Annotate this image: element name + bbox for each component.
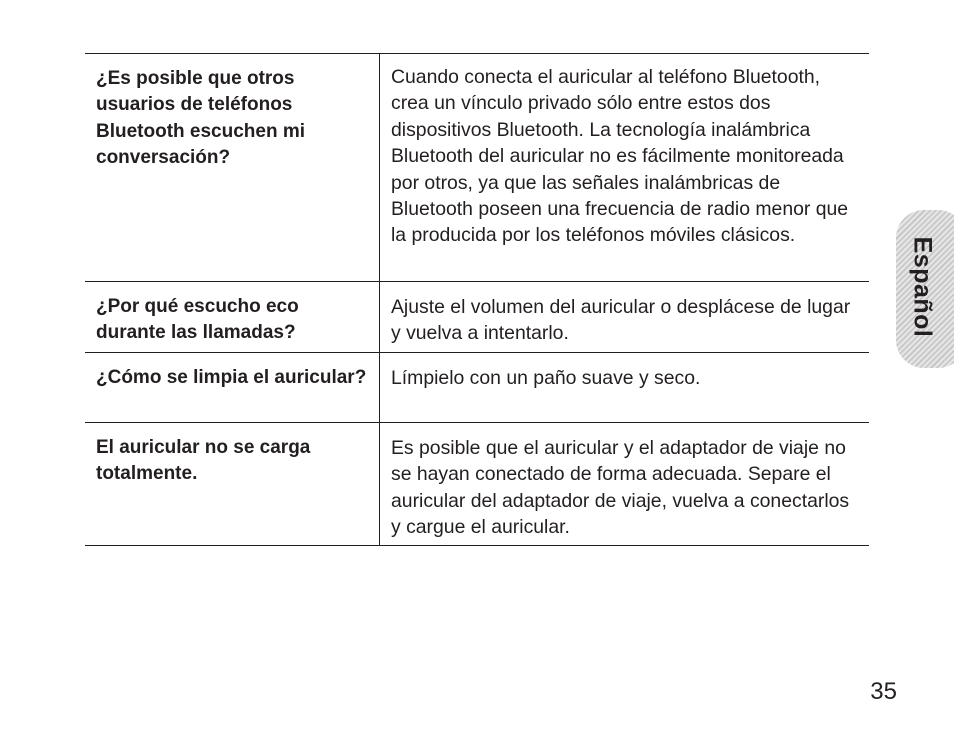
faq-question: ¿Cómo se limpia el auricular?	[85, 353, 380, 422]
faq-row	[85, 353, 869, 423]
faq-question: ¿Por qué escucho eco durante las llamadas?	[85, 282, 380, 352]
faq-row	[85, 423, 869, 546]
faq-answer: Ajuste el volumen del auricular o desplácese de lugar y vuelva a intentarlo.	[391, 296, 851, 345]
language-tab-label: Español	[908, 236, 937, 338]
faq-answer: Límpielo con un paño suave y seco.	[391, 367, 701, 389]
page-number: 35	[870, 678, 897, 705]
faq-answer: Cuando conecta el auricular al teléfono Bluetooth, crea un vínculo privado sólo entre estos dos dispositivos Bluetooth. La tecnología inalámbrica Bluetooth del auricular no es fácilmente monitoreada por otros, ya que las señales inalámbricas de Bluetooth poseen una frecuencia de radio menor que la producida por los teléfonos móviles clásicos.	[391, 66, 849, 247]
faq-answer: Es posible que el auricular y el adaptador de viaje no se hayan conectado de forma adecuada. Separe el auricular del adaptador de viaje, vuelva a conectarlos y cargue el auricular.	[391, 437, 850, 539]
faq-row	[85, 282, 869, 353]
faq-row	[85, 54, 869, 282]
faq-question: El auricular no se carga totalmente.	[85, 423, 380, 545]
faq-question: ¿Es posible que otros usuarios de teléfonos Bluetooth escuchen mi conversación?	[85, 54, 380, 281]
faq-table	[85, 53, 869, 546]
